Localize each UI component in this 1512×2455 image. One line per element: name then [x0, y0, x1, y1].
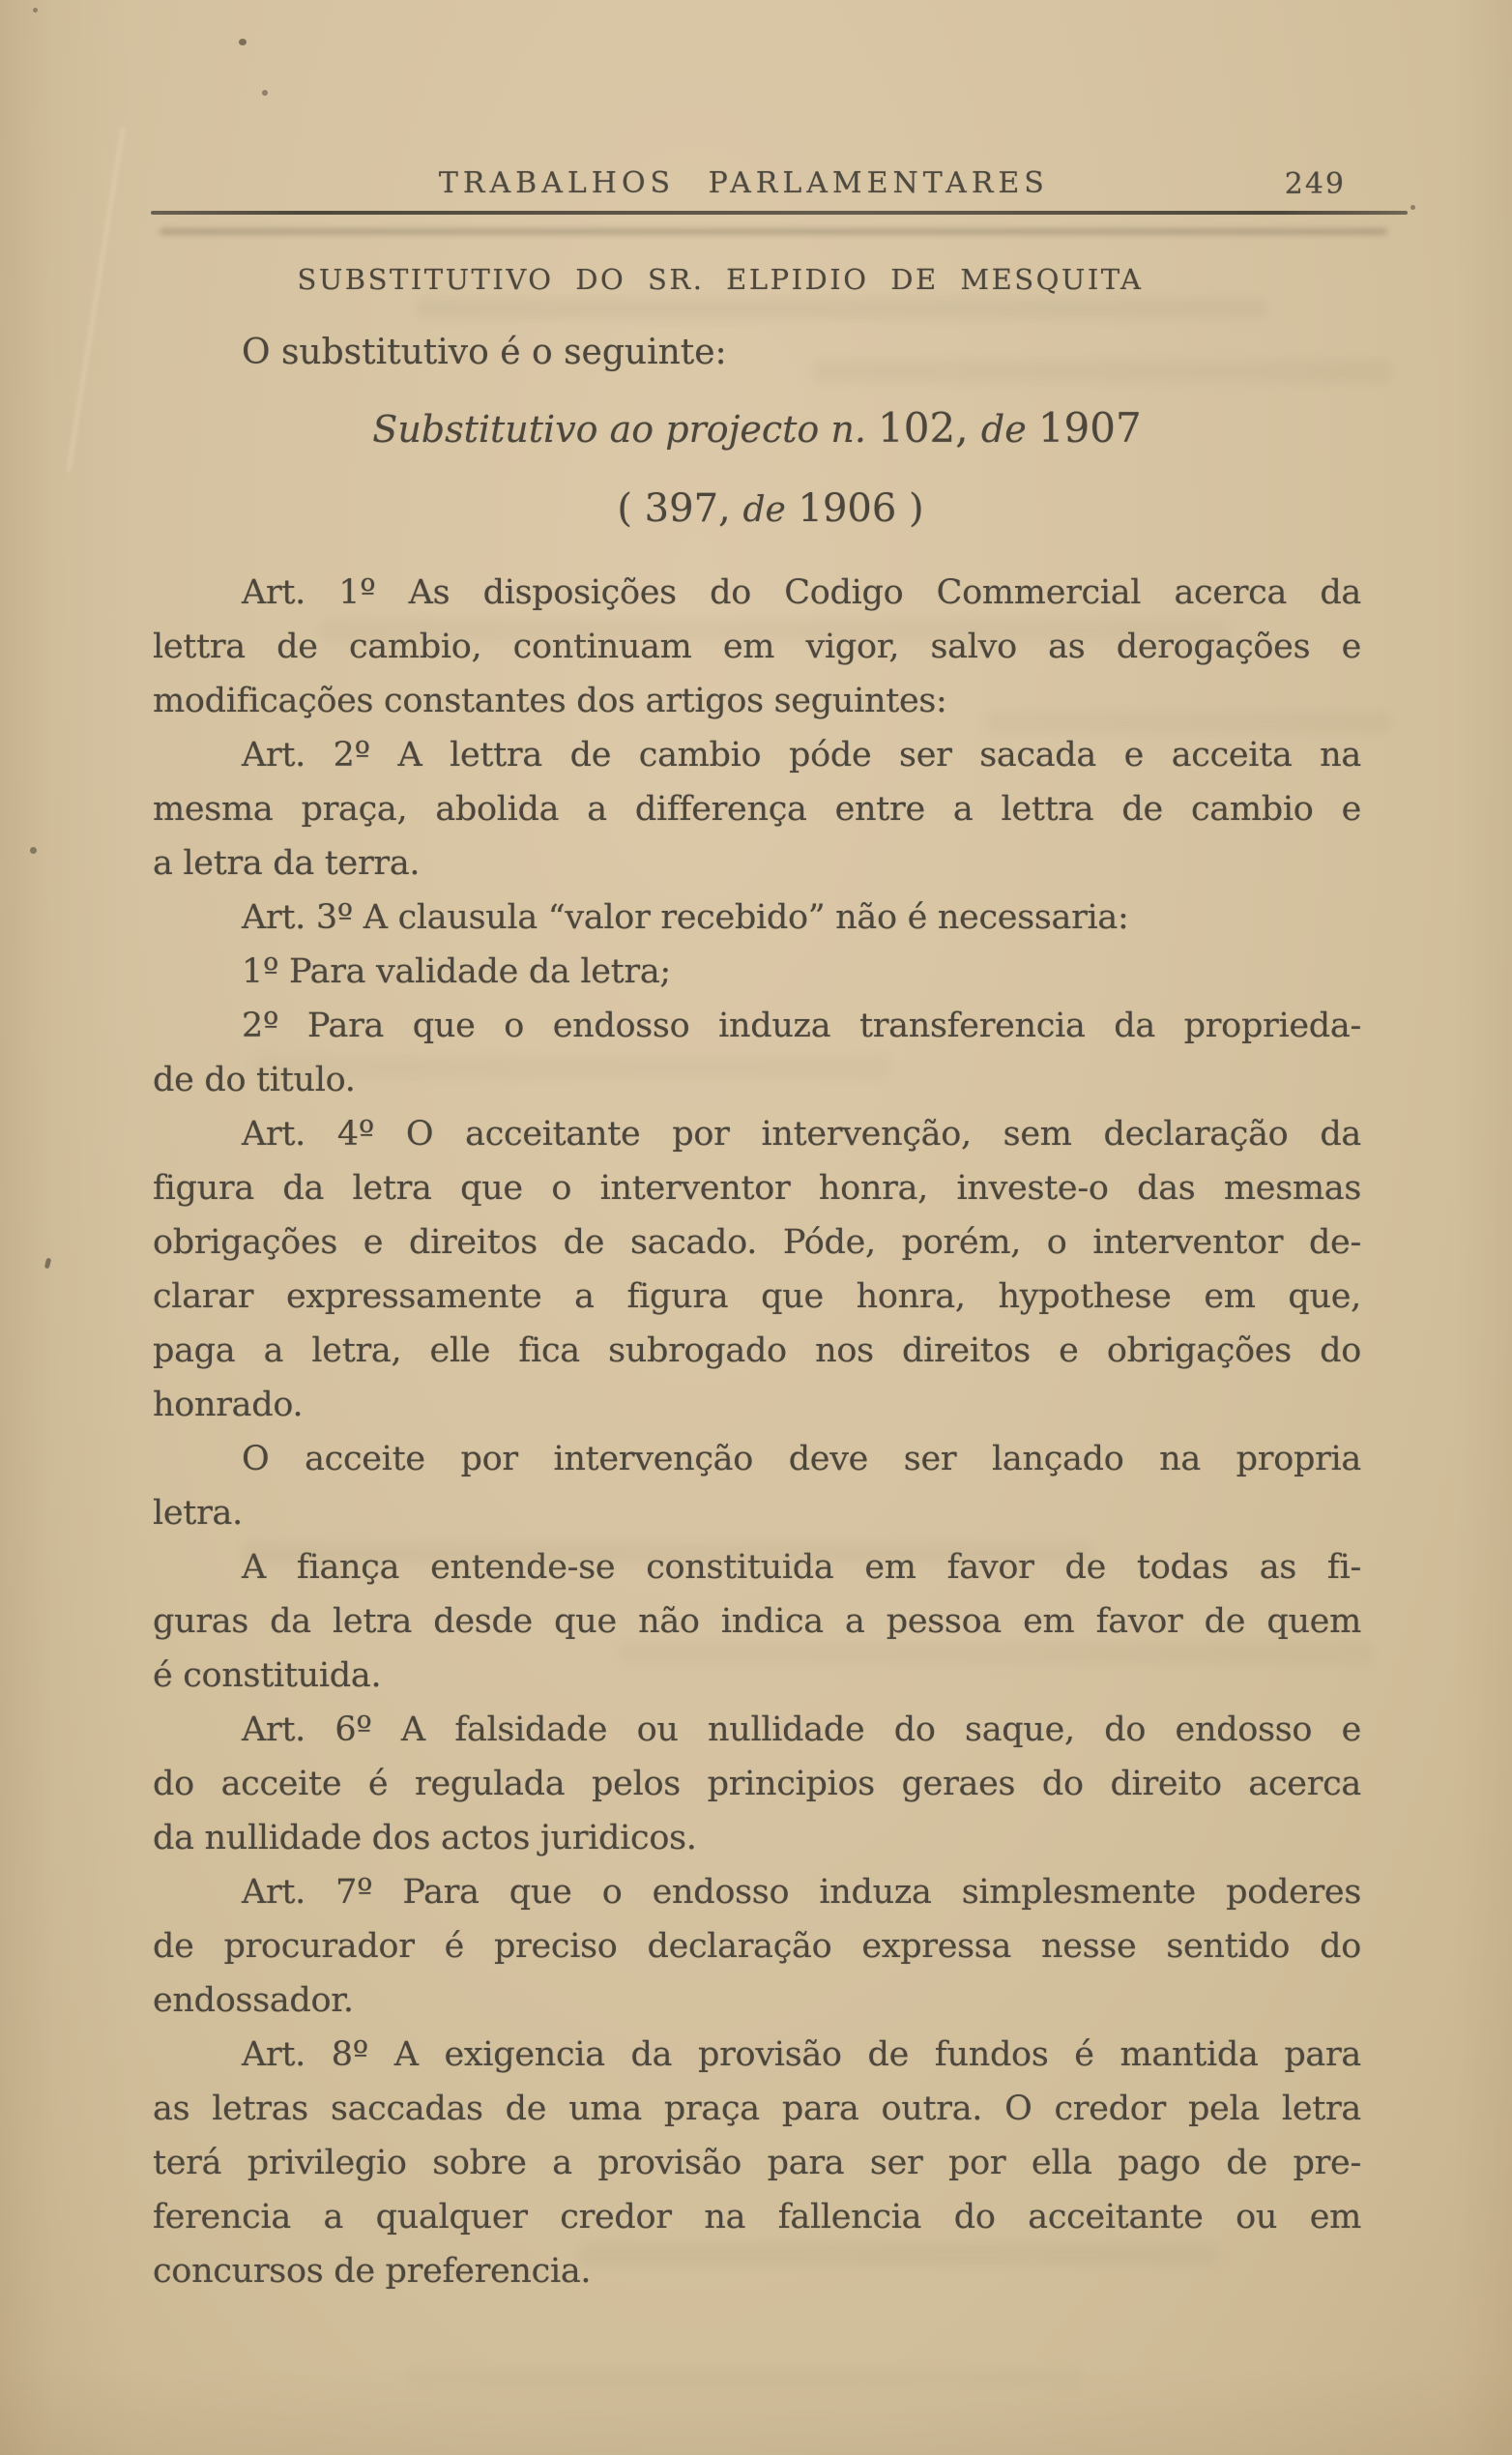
running-header: [153, 166, 1359, 205]
text-line: a letra da terra.: [153, 844, 421, 883]
subtitle-number-2: 1907: [1037, 404, 1142, 452]
document-body: [153, 566, 1361, 2298]
text-line: lettra de cambio, continuam em vigor, salvo as derogações e: [153, 628, 1361, 666]
bleed-through-ghost: [406, 2367, 1083, 2388]
text-line: obrigações e direitos de sacado. Póde, porém, o interventor de-: [153, 1223, 1361, 1262]
page-number: 249: [1284, 167, 1346, 201]
text-line: Art. 2º A lettra de cambio póde ser sacada e acceita na: [242, 736, 1361, 774]
text-line: A fiança entende-se constituida em favor de todas as fi-: [242, 1548, 1361, 1587]
text-line: Art. 8º A exigencia da provisão de fundos é mantida para: [242, 2035, 1361, 2074]
text-line: Art. 6º A falsidade ou nullidade do saque, do endosso e: [242, 1710, 1361, 1749]
text-line: da nullidade dos actos juridicos.: [153, 1819, 697, 1857]
text-line: paga a letra, elle fica subrogado nos direitos e obrigações do: [153, 1331, 1361, 1370]
text-line: ferencia a qualquer credor na fallencia do acceitante ou em: [153, 2198, 1361, 2236]
text-line: as letras saccadas de uma praça para outra. O credor pela letra: [153, 2090, 1361, 2128]
text-line: figura da letra que o interventor honra, investe-o das mesmas: [153, 1169, 1361, 1208]
bleed-through-ghost: [812, 360, 1392, 383]
text-line: letra.: [153, 1494, 243, 1533]
text-line: endossador.: [153, 1981, 354, 2020]
text-line: concursos de preferencia.: [153, 2252, 592, 2291]
text-line: guras da letra desde que não indica a pessoa em favor de quem: [153, 1602, 1361, 1641]
paper-speck: [239, 39, 247, 45]
section-heading: SUBSTITUTIVO DO SR. ELPIDIO DE MESQUITA: [297, 263, 1144, 296]
text-line: mesma praça, abolida a differença entre a lettra de cambio e: [153, 790, 1361, 829]
text-line: 2º Para que o endosso induza transferencia da proprieda-: [242, 1007, 1361, 1045]
subtitle-italic-1: Substitutivo ao projecto n.: [372, 408, 879, 451]
intro-paragraph: O substitutivo é o seguinte:: [242, 333, 727, 372]
subtitle-number-1: 102,: [878, 404, 981, 452]
document-reference: [166, 486, 1375, 531]
paper-speck: [1410, 205, 1415, 210]
paper-speck: [33, 8, 38, 13]
text-line: 1º Para validade da letra;: [242, 952, 671, 991]
text-line: é constituida.: [153, 1656, 382, 1695]
document-subtitle: [153, 404, 1361, 452]
text-line: modificações constantes dos artigos seguintes:: [153, 682, 947, 720]
text-line: Art. 4º O acceitante por intervenção, sem declaração da: [242, 1115, 1361, 1154]
text-line: terá privilegio sobre a provisão para ser por ella pago de pre-: [153, 2144, 1361, 2182]
reference-italic: de: [742, 490, 786, 530]
text-line: de procurador é preciso declaração expressa nesse sentido do: [153, 1927, 1361, 1966]
paper-speck: [262, 90, 268, 96]
text-line: O acceite por intervenção deve ser lançado na propria: [242, 1440, 1361, 1478]
reference-close: 1906 ): [785, 486, 924, 531]
text-line: Art. 3º A clausula “valor recebido” não é necessaria:: [242, 898, 1129, 937]
subtitle-italic-2: de: [980, 408, 1038, 451]
running-header-title: TRABALHOS PARLAMENTARES: [438, 166, 1049, 200]
header-rule: [151, 211, 1408, 215]
reference-open: ( 397,: [617, 486, 743, 531]
text-line: honrado.: [153, 1386, 304, 1424]
paper-crease: [68, 128, 124, 472]
bleed-through-ghost: [416, 298, 1266, 319]
text-line: do acceite é regulada pelos principios geraes do direito acerca: [153, 1765, 1361, 1803]
header-rule-ghost: [160, 228, 1387, 235]
paper-speck: [30, 847, 37, 854]
text-line: Art. 1º As disposições do Codigo Commercial acerca da: [242, 573, 1361, 612]
text-line: Art. 7º Para que o endosso induza simplesmente poderes: [242, 1873, 1361, 1912]
text-line: de do titulo.: [153, 1061, 356, 1099]
text-line: clarar expressamente a figura que honra, hypothese em que,: [153, 1277, 1361, 1316]
paper-speck: [44, 1258, 52, 1270]
